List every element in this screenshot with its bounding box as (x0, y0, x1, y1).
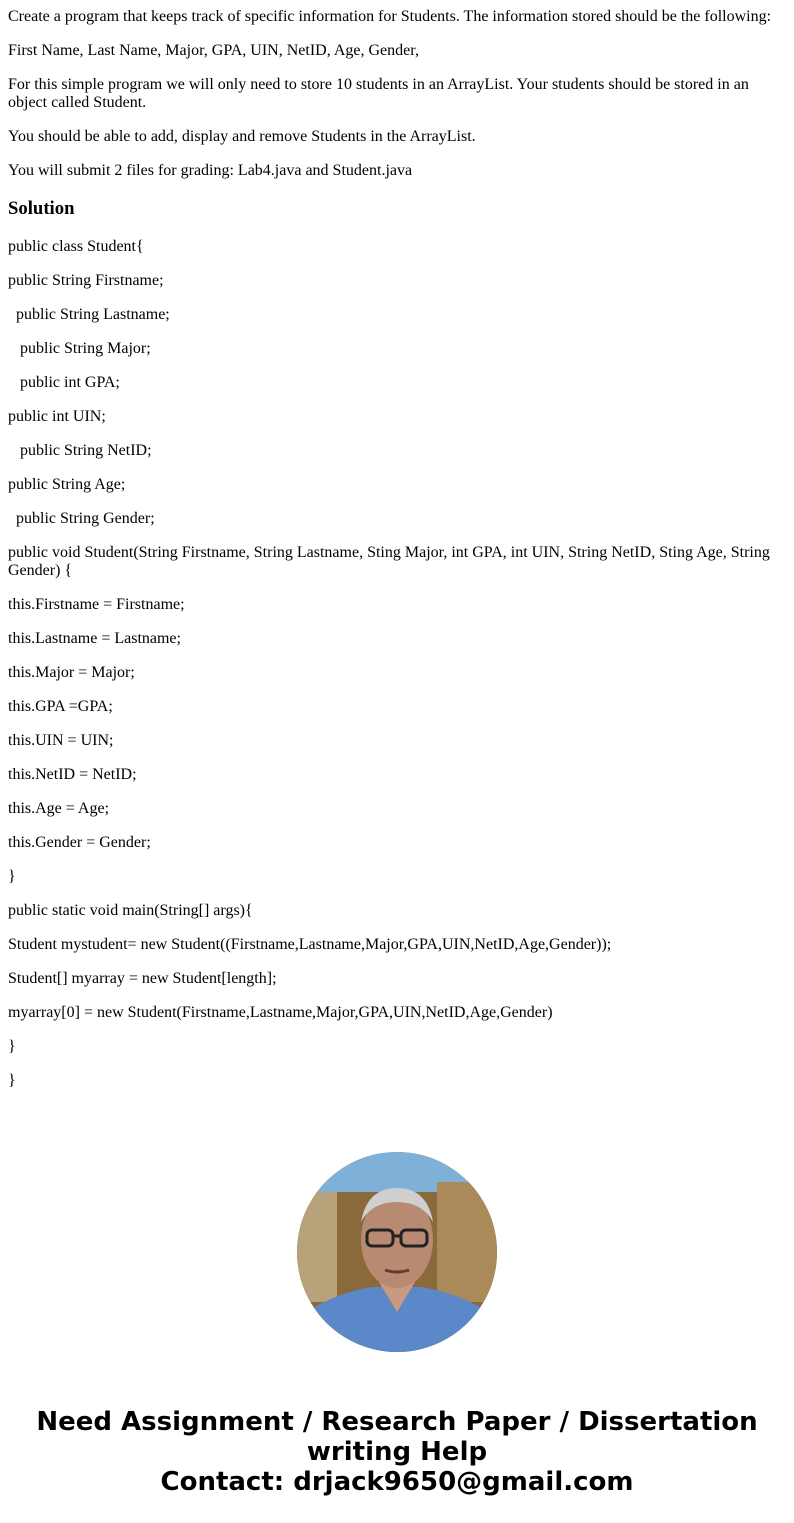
question-paragraph: You should be able to add, display and remove Students in the ArrayList. (8, 128, 476, 145)
question-paragraph: You will submit 2 files for grading: Lab4.java and Student.java (8, 162, 413, 179)
code-line: this.Age = Age; (8, 800, 110, 817)
question-paragraph: Create a program that keeps track of specific information for Students. The information stored should be the following: (8, 8, 772, 25)
solution-code (8, 238, 786, 1090)
code-line: Student[] myarray = new Student[length]; (8, 970, 277, 987)
question-paragraph: First Name, Last Name, Major, GPA, UIN, NetID, Age, Gender, (8, 42, 419, 59)
code-line: myarray[0] = new Student(Firstname,Lastname,Major,GPA,UIN,NetID,Age,Gender) (8, 1004, 553, 1021)
code-line: public String Age; (8, 476, 126, 493)
code-line: public static void main(String[] args){ (8, 902, 253, 919)
code-line: public int UIN; (8, 408, 106, 425)
code-line: Student mystudent= new Student((Firstname,Lastname,Major,GPA,UIN,NetID,Age,Gender)); (8, 936, 612, 953)
code-line: public String NetID; (8, 442, 152, 459)
code-line: this.Firstname = Firstname; (8, 596, 185, 613)
code-line: public String Firstname; (8, 272, 164, 289)
avatar-container (8, 1152, 786, 1357)
code-line: this.NetID = NetID; (8, 766, 137, 783)
code-line: public int GPA; (8, 374, 120, 391)
code-line: public String Gender; (8, 510, 155, 527)
code-line: this.Major = Major; (8, 664, 135, 681)
code-line: this.Lastname = Lastname; (8, 630, 181, 647)
code-line: public class Student{ (8, 238, 144, 255)
code-line: public void Student(String Firstname, String Lastname, Sting Major, int GPA, int UIN, String NetID, Sting Age, String Gender) { (8, 544, 774, 579)
code-line: public String Major; (8, 340, 151, 357)
code-line: this.UIN = UIN; (8, 732, 114, 749)
question-section (8, 8, 786, 180)
code-line: } (8, 1038, 16, 1055)
avatar-photo (297, 1152, 497, 1352)
code-line: } (8, 1072, 16, 1089)
contact-footer (8, 1407, 786, 1497)
code-line: } (8, 868, 16, 885)
code-line: this.GPA =GPA; (8, 698, 113, 715)
code-line: public String Lastname; (8, 306, 170, 323)
solution-heading: Solution (8, 198, 75, 219)
code-line: this.Gender = Gender; (8, 834, 151, 851)
question-paragraph: For this simple program we will only need to store 10 students in an ArrayList. Your students should be stored in an object called Student. (8, 76, 753, 111)
footer-contact-text: Contact: drjack9650@gmail.com (160, 1467, 634, 1497)
footer-help-text: Need Assignment / Research Paper / Dissertation writing Help (36, 1407, 758, 1467)
